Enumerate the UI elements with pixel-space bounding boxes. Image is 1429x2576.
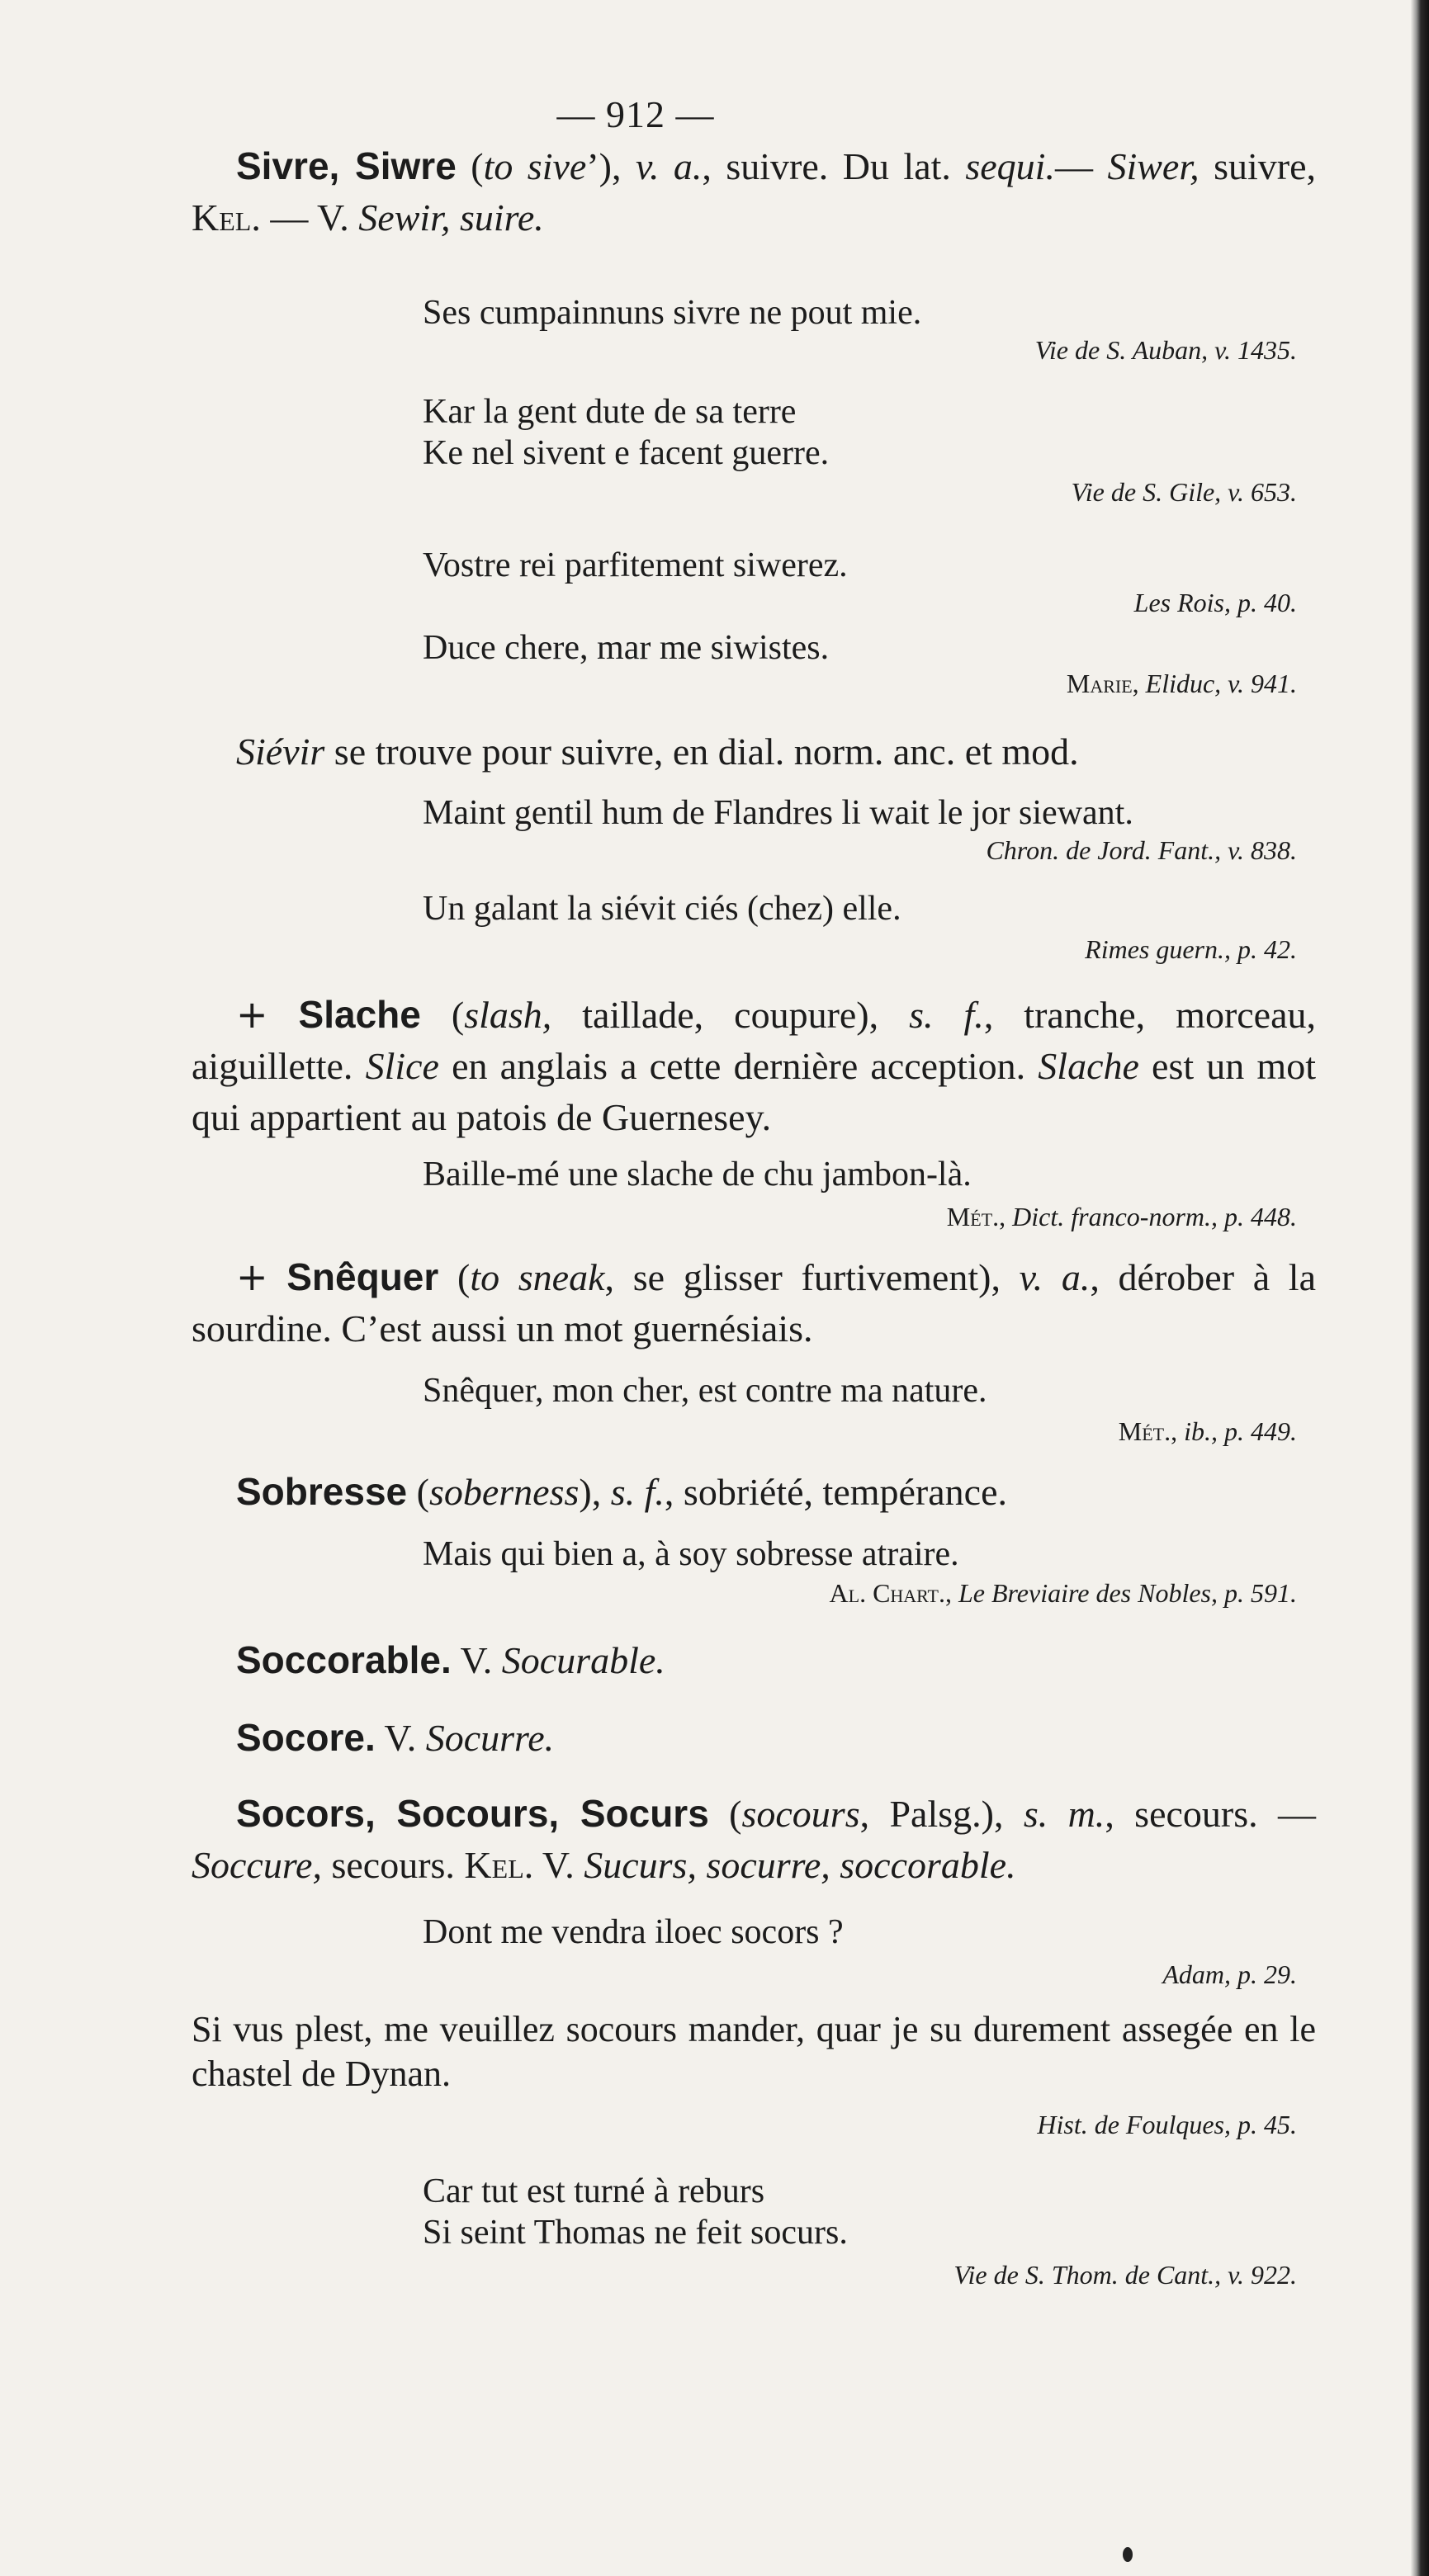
quote-block: Maint gentil hum de Flandres li wait le jor siewant. <box>423 794 1133 832</box>
entry-soccorable: Soccorable. V. Socurable. <box>236 1638 665 1681</box>
citation: Adam, p. 29. <box>1162 1959 1297 1989</box>
quote-block: Dont me vendra iloec socors ? <box>423 1913 844 1951</box>
citation: Les Rois, p. 40. <box>1133 588 1297 617</box>
quote-block: Ses cumpainnuns sivre ne pout mie. <box>423 294 922 332</box>
entry-slache: + Slache (slash, taillade, coupure), s. f., tranche, morceau, aiguillette. Slice en anglais a cette dernière acception. Slache est un mot qui appartient au patois de Guernesey. <box>192 992 1317 1138</box>
quote-block: Duce chere, mar me siwistes. <box>423 629 830 667</box>
citation: Mét., ib., p. 449. <box>1118 1416 1297 1446</box>
citation: Rimes guern., p. 42. <box>1085 934 1297 964</box>
cross-mark-icon: + <box>236 1255 268 1299</box>
entry-snequer: + Snêquer (to sneak, se glisser furtivement), v. a., dérober à la sourdine. C’est aussi un mot guernésiais. <box>192 1255 1317 1349</box>
citation: Vie de S. Thom. de Cant., v. 922. <box>953 2260 1297 2290</box>
quote-block: Kar la gent dute de sa terre Ke nel sivent e facent guerre. <box>423 393 830 472</box>
citation: Al. Chart., Le Breviaire des Nobles, p. 591. <box>829 1578 1297 1608</box>
quote-block: Baille-mé une slache de chu jambon-là. <box>423 1156 972 1193</box>
entry-socors: Socors, Socours, Socurs (socours, Palsg.), s. m., secours. — Soccure, secours. Kel. V. Sucurs, socurre, soccorable. <box>192 1792 1316 1886</box>
quote-block: Car tut est turné à reburs Si seint Thomas ne feit socurs. <box>423 2172 848 2252</box>
entry-sivre: Sivre, Siwre (to sive’), v. a., suivre. Du lat. sequi.— Siwer, suivre, Kel. — V. Sewir, suire. <box>192 144 1317 239</box>
ink-speck <box>1123 2547 1133 2562</box>
quote-block: Mais qui bien a, à soy sobresse atraire. <box>423 1535 959 1573</box>
quote-block: Si vus plest, me veuillez socours mander, quar je su durement assegée en le chastel de Dynan. <box>192 2009 1316 2094</box>
quote-block: Snêquer, mon cher, est contre ma nature. <box>423 1372 987 1410</box>
quote-block: Vostre rei parfitement siwerez. <box>423 546 848 584</box>
citation: Hist. de Foulques, p. 45. <box>1037 2110 1297 2139</box>
citation: Chron. de Jord. Fant., v. 838. <box>986 835 1297 865</box>
quote-block: Un galant la siévit ciés (chez) elle. <box>423 890 901 928</box>
citation: Marie, Eliduc, v. 941. <box>1066 669 1297 698</box>
page-edge-shadow <box>1411 0 1429 2576</box>
cross-mark-icon: + <box>236 992 268 1037</box>
page-number: — 912 — <box>556 93 715 135</box>
entry-sievir: Siévir se trouve pour suivre, en dial. norm. anc. et mod. <box>236 730 1079 773</box>
citation: Vie de S. Auban, v. 1435. <box>1034 335 1297 365</box>
entry-socore: Socore. V. Socurre. <box>236 1716 555 1759</box>
citation: Mét., Dict. franco-norm., p. 448. <box>946 1202 1297 1231</box>
entry-sobresse: Sobresse (soberness), s. f., sobriété, tempérance. <box>236 1470 1007 1513</box>
citation: Vie de S. Gile, v. 653. <box>1071 477 1297 507</box>
